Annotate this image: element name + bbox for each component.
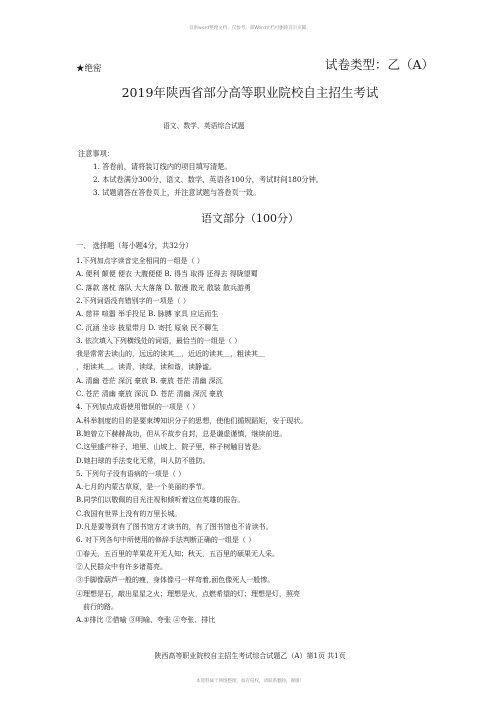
page-footer: 陕西高等职业院校自主招生考试综合试题乙（A）第1页 共1页	[154, 652, 346, 660]
question-line: 3. 依次填入下列横线处的词语，最恰当的一组是（ ）	[76, 336, 242, 345]
question-line: C. 苍茫 清幽 豪放 深沉 D. 苍茫 清幽 深沉 豪放	[76, 390, 223, 398]
question-heading: 一、 选择题（每小题4分，共32分）	[76, 241, 193, 250]
question-line: C.这里盛产梓子，地里、山坡上、院子里，梓子树触目皆是。	[76, 443, 266, 452]
question-line: A. 清幽 苍茫 深沉 豪放 B. 豪放 苍茫 清幽 深沉	[76, 376, 223, 385]
paper-type: 试卷类型：乙（A）	[325, 57, 435, 72]
section-title: 语文部分（100分）	[201, 212, 299, 225]
question-line: A. 慈祥 喧嚣 举手投足 B. 脉膊 家具 应运而生	[76, 310, 219, 319]
notes-heading: 注意事项：	[78, 149, 114, 158]
question-line: 6. 对下列各句中所使用的修辞手法判断正确的一组是（ ）	[76, 536, 256, 545]
question-line: C. 落款 落枕 落队 大大落落 D. 散漫 散光 散装 散兵游勇	[76, 283, 251, 292]
question-line: 1.下列加点字读音完全相同的一组是（ ）	[76, 257, 204, 265]
question-line: A.①排比 ②借喻 ③明喻、夸张 ④夸张、排比	[76, 616, 216, 625]
question-line: C. 沉涵 坐诊 披星带月 D. 寄托 原泉 民不聊生	[76, 323, 219, 332]
exam-subtitle: 语文、数学、英语综合试题	[163, 122, 245, 130]
question-line: ④理想是石，敲出星星之火；理想是火，点燃希望的灯；理想是灯，照亮	[76, 589, 300, 598]
question-line: 5. 下列句子没有语病的一项是（ ）	[76, 469, 186, 478]
question-line: A.七月的内蒙古草原，是一个美丽的季节。	[76, 483, 210, 492]
question-line: D.她扫球的手法变化无常，叫人防不胜防。	[76, 456, 210, 465]
question-line: 前行的路。	[76, 602, 118, 611]
question-line: 2.下列词语没有错别字的一项是（ ）	[76, 296, 190, 305]
question-line: ②人民群众中有许多诸葛亮。	[76, 562, 167, 571]
note-item: 3. 试题请答在答卷页上，并注意试题与答卷页一致。	[93, 188, 261, 197]
note-item: 2. 本试卷满分300分，语文、数学、英语各100分，考试时间180分钟。	[93, 175, 323, 184]
question-line: ③手脚像葫芦一般的瘦，身体像弓一样弯着,面色像死人一般惨。	[76, 576, 275, 585]
question-line: 4. 下列加点成语使用错误的一项是（ ）	[76, 403, 200, 412]
question-line: B.她曾立下赫赫战功，但从不故步自封，总是谦虚谨慎，继续前进。	[76, 429, 287, 438]
secret-label: ★绝密	[76, 64, 102, 74]
question-line: A. 便利 颠便 便衣 大腹便便 B. 得当 取得 还得去 得陇望蜀	[76, 270, 258, 279]
question-line: D.凡是要等到有了图书馆方才读书的，有了图书馆也不肯读书。	[76, 523, 273, 531]
note-item: 1. 答卷前，请将装订线内的项目填写清楚。	[93, 162, 232, 171]
question-line: 我是常常去读山的，远远的读其＿，近近的读其＿，粗读其＿	[76, 350, 265, 359]
top-watermark-note: 仅供word整理文档，仅参考。部Word文档可删除首页页脚。	[189, 26, 311, 31]
question-line: ，细读其＿。读青，读绿，读和谐，读静谧。	[76, 363, 216, 372]
question-line: B.同学们以敬佩的目光注视和倾听着这位英雄的报告。	[76, 496, 245, 505]
exam-title: 2019年陕西省部分高等职业院校自主招生考试	[121, 85, 379, 100]
question-line: C.我国有世界上没有的万里长城。	[76, 509, 182, 518]
question-line: A.科举制度的目的是要束缚知识分子的思想，使他们循规蹈矩，安于现状。	[76, 416, 308, 425]
bottom-watermark-note: 本资料属于网络整理，如有侵权，请联系删除，谢谢！	[196, 679, 304, 684]
question-line: ①春天，五百里的苹果花开无人知；秋天，五百里的硕果无人采。	[76, 549, 279, 558]
